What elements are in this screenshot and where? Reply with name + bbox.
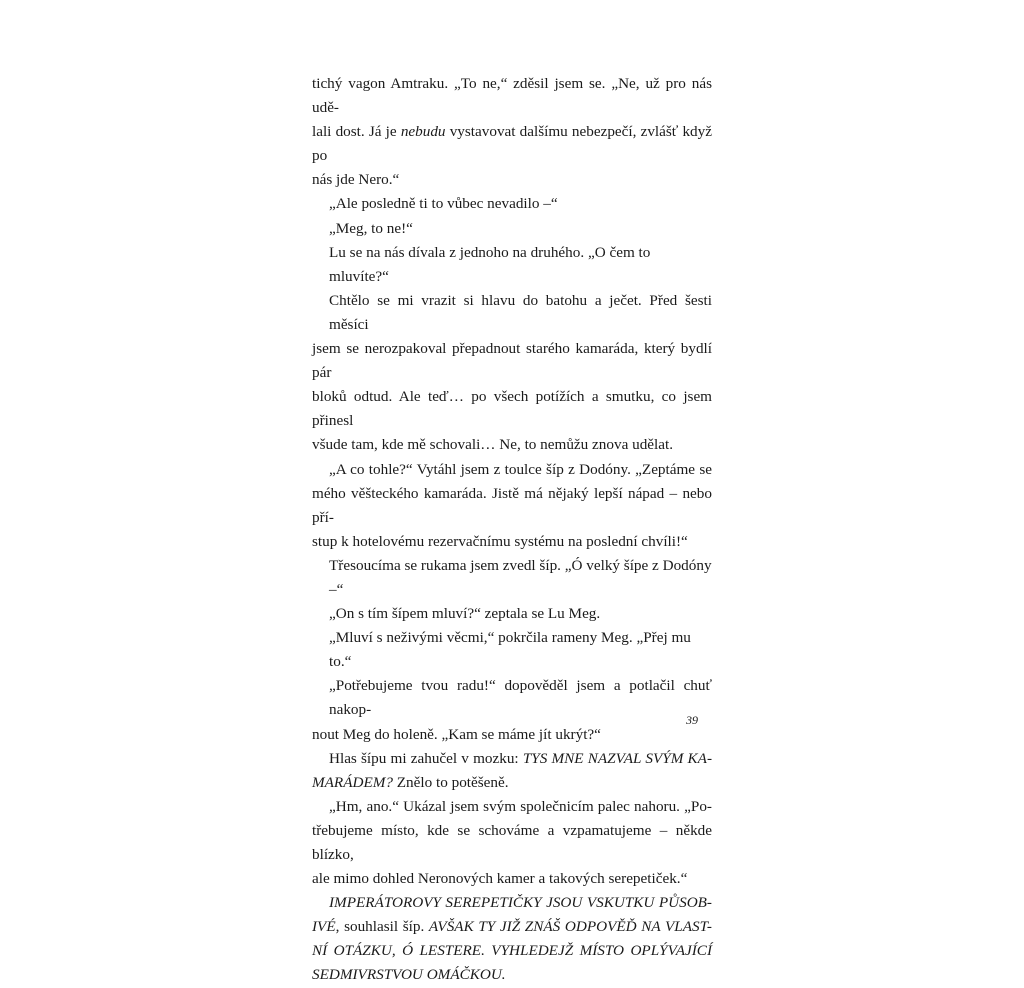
line-text: stup k hotelovému rezervačnímu systému na poslední chvíli!“	[312, 532, 688, 550]
text-line	[312, 939, 712, 963]
line-italic-text: IMPERÁTOROVY SEREPETIČKY JSOU VSKUTKU PŮSOB-	[329, 894, 712, 912]
line-text: „Potřebujeme tvou radu!“ dopověděl jsem a potlačil chuť nakop-	[329, 677, 712, 719]
text-line	[312, 747, 712, 771]
text-line	[312, 168, 712, 192]
text-line	[312, 289, 712, 337]
line-text: Hlas šípu mi zahučel v mozku:	[329, 749, 523, 767]
line-text: Třesoucíma se rukama jsem zvedl šíp. „Ó velký šípe z Dodóny –“	[329, 556, 712, 598]
line-text: nás jde Nero.“	[312, 171, 400, 189]
line-italic-text: IVÉ	[312, 918, 336, 936]
text-line	[312, 337, 712, 385]
text-line	[312, 626, 712, 674]
text-line	[312, 795, 712, 819]
line-text: „Meg, to ne!“	[329, 219, 413, 237]
text-line	[312, 819, 712, 867]
line-italic-text: AVŠAK TY JIŽ ZNÁŠ ODPOVĚĎ NA VLAST-	[428, 918, 712, 936]
line-text: Chtělo se mi vrazit si hlavu do batohu a ječet. Před šesti měsíci	[329, 291, 712, 333]
line-rest-text: , souhlasil šíp.	[335, 918, 429, 936]
text-line	[312, 963, 712, 987]
text-line	[312, 433, 712, 457]
text-line	[312, 241, 712, 289]
text-line	[312, 530, 712, 554]
text-line	[312, 602, 712, 626]
text-line	[312, 554, 712, 602]
text-line	[312, 723, 712, 747]
line-text: ale mimo dohled Neronových kamer a takových serepetiček.“	[312, 870, 688, 888]
line-text: bloků odtud. Ale teď… po všech potížích a smutku, co jsem přinesl	[312, 388, 712, 430]
line-text: tichý vagon Amtraku. „To ne,“ zděsil jsem se. „Ne, už pro nás udě-	[312, 75, 712, 117]
text-line	[312, 192, 712, 216]
line-text: nout Meg do holeně. „Kam se máme jít ukrýt?“	[312, 725, 601, 743]
page-number: 39	[686, 713, 698, 727]
line-text: lali dost. Já je	[312, 123, 401, 141]
line-italic-text: NÍ OTÁZKU, Ó LESTERE. VYHLEDEJŽ MÍSTO OPLÝVAJÍCÍ	[312, 942, 712, 960]
line-text: jsem se nerozpakoval přepadnout starého kamaráda, který bydlí pár	[312, 340, 712, 382]
text-line	[312, 217, 712, 241]
line-text: mého věšteckého kamaráda. Jistě má nějaký lepší nápad – nebo pří-	[312, 484, 712, 526]
line-text: „Mluví s neživými věcmi,“ pokrčila rameny Meg. „Přej mu to.“	[329, 629, 691, 671]
line-text: „A co tohle?“ Vytáhl jsem z toulce šíp z Dodóny. „Zeptáme se	[329, 460, 712, 478]
text-line	[312, 674, 712, 722]
line-italic-text: SEDMIVRSTVOU OMÁČKOU.	[312, 966, 506, 984]
text-line	[312, 771, 712, 795]
line-text: „Ale posledně ti to vůbec nevadilo –“	[329, 195, 558, 213]
line-text: Lu se na nás dívala z jednoho na druhého. „O čem to mluvíte?“	[329, 243, 651, 285]
text-line	[312, 482, 712, 530]
line-rest-text: Znělo to potěšeně.	[392, 773, 509, 791]
text-line	[312, 915, 712, 939]
line-italic-text: MARÁDEM?	[312, 773, 393, 791]
line-text: „On s tím šípem mluví?“ zeptala se Lu Meg.	[329, 605, 601, 623]
line-text: všude tam, kde mě schovali… Ne, to nemůžu znova udělat.	[312, 436, 674, 454]
line-italic-text: nebudu	[400, 123, 446, 141]
text-line	[312, 867, 712, 891]
line-text: „Hm, ano.“ Ukázal jsem svým společnicím palec nahoru. „Po-	[329, 797, 712, 815]
text-line	[312, 458, 712, 482]
line-text: třebujeme místo, kde se schováme a vzpamatujeme – někde blízko,	[312, 821, 712, 863]
line-italic-text: TYS MNE NAZVAL SVÝM KA-	[522, 749, 712, 767]
text-line	[312, 385, 712, 433]
text-line	[312, 120, 712, 168]
text-line	[312, 891, 712, 915]
line-rest-text: vystavovat dalšímu nebezpečí, zvlášť když po	[312, 123, 712, 165]
book-page-text	[312, 72, 712, 988]
text-line	[312, 72, 712, 120]
